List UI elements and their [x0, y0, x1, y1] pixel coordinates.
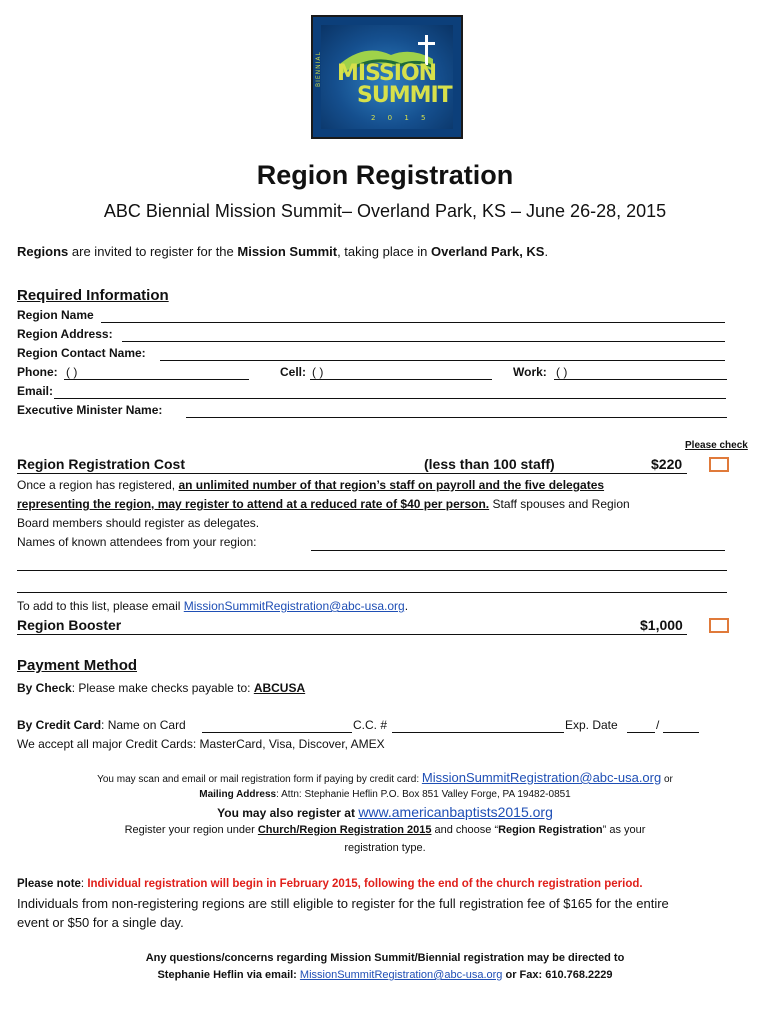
region-contact-label: Region Contact Name: [17, 346, 146, 360]
intro-mission-summit: Mission Summit [237, 244, 338, 259]
cell-label: Cell: [280, 365, 307, 379]
work-field[interactable] [554, 379, 727, 380]
register-under-a: Register your region under [124, 824, 258, 836]
region-contact-field[interactable] [160, 360, 725, 361]
questions-fax: or Fax: 610.768.2229 [502, 969, 613, 981]
attendees-field-1[interactable] [311, 550, 725, 551]
region-address-field[interactable] [122, 341, 725, 342]
scan-text: You may scan and email or mail registration form if paying by credit card: [97, 774, 422, 785]
cost-line2-b: Staff spouses and Region [489, 497, 630, 511]
cell-area-code: ( ) [312, 365, 324, 379]
intro-part6: . [544, 244, 549, 259]
please-note-colon: : [80, 878, 88, 890]
logo-biennial-text: BIENNIAL [315, 51, 322, 87]
by-check-line [17, 681, 305, 695]
questions-line2 [0, 969, 770, 981]
attendees-field-2[interactable] [17, 570, 727, 571]
exp-month-field[interactable] [627, 732, 655, 733]
work-area-code: ( ) [556, 365, 568, 379]
by-check-text: : Please make checks payable to: [71, 681, 254, 695]
required-heading: Required Information [17, 287, 169, 304]
scan-or: or [661, 774, 673, 785]
please-note-red-text: Individual registration will begin in February 2015, following the end of the church registration period. [87, 878, 643, 890]
add-list-label: To add to this list, please email [17, 599, 184, 613]
attendees-field-3[interactable] [17, 592, 727, 593]
add-list-period: . [404, 599, 409, 613]
mission-summit-logo [311, 15, 463, 139]
scan-email-link[interactable]: MissionSummitRegistration@abc-usa.org [421, 770, 662, 785]
booster-heading: Region Booster [17, 617, 122, 633]
email-label: Email: [17, 384, 54, 398]
exp-year-field[interactable] [663, 732, 699, 733]
online-register-link[interactable]: www.americanbaptists2015.org [358, 804, 553, 820]
cost-heading: Region Registration Cost [17, 456, 186, 472]
logo-mission-text: MISSION [337, 61, 437, 86]
note-line1: Individuals from non-registering regions are still eligible to register for the full registration fee of $165 for the entire [17, 896, 669, 911]
page-subtitle: ABC Biennial Mission Summit– Overland Park, KS – June 26-28, 2015 [103, 201, 667, 221]
cell-field[interactable] [310, 379, 492, 380]
mailing-address-label: Mailing Address [199, 789, 277, 800]
online-register-text: You may also register at [217, 806, 359, 820]
intro-part4: , taking place in [337, 244, 432, 259]
register-under-d: Region Registration [498, 824, 603, 836]
booster-underline [17, 634, 687, 635]
cost-line1-b: an unlimited number of that region’s staff on payroll and the five delegates [178, 478, 605, 492]
name-on-card-field[interactable] [202, 732, 352, 733]
payment-heading: Payment Method [17, 657, 138, 674]
credit-card-label: By Credit Card [17, 718, 102, 732]
mailing-address-line [0, 789, 770, 800]
add-list-text [17, 599, 408, 613]
intro-regions: Regions [17, 244, 69, 259]
cost-line1 [17, 478, 604, 492]
add-list-email-link[interactable]: MissionSummitRegistration@abc-usa.org [183, 599, 405, 613]
credit-card-line [17, 718, 186, 732]
booster-price: $1,000 [640, 617, 683, 633]
cc-number-label: C.C. # [353, 718, 388, 732]
cost-qualifier: (less than 100 staff) [424, 456, 555, 472]
exec-minister-field[interactable] [186, 417, 727, 418]
work-label: Work: [513, 365, 547, 379]
register-under-c: and choose “ [431, 824, 499, 836]
email-field[interactable] [54, 398, 726, 399]
intro-location: Overland Park, KS [431, 244, 545, 259]
exp-date-label: Exp. Date [565, 718, 618, 732]
logo-summit-text: SUMMIT [357, 83, 452, 108]
logo-year-text: 2 0 1 5 [371, 114, 431, 122]
cc-number-field[interactable] [392, 732, 564, 733]
cost-line2-a: representing the region, may register to attend at a reduced rate of $40 per person. [17, 497, 490, 511]
questions-line1: Any questions/concerns regarding Mission Summit/Biennial registration may be directed to [145, 952, 625, 964]
online-register-line [0, 804, 770, 822]
cost-line1-a: Once a region has registered, [17, 478, 179, 492]
intro-text [17, 244, 548, 259]
intro-part2: are invited to register for the [68, 244, 238, 259]
register-under-line [0, 824, 770, 836]
register-under-b: Church/Region Registration 2015 [257, 824, 432, 836]
phone-label: Phone: [17, 365, 58, 379]
phone-area-code: ( ) [66, 365, 78, 379]
please-note-line [17, 878, 643, 890]
payee-name: ABCUSA [253, 681, 306, 695]
region-name-label: Region Name [17, 308, 94, 322]
region-address-label: Region Address: [17, 327, 113, 341]
exp-date-slash: / [656, 718, 660, 732]
registration-type-line: registration type. [344, 842, 426, 854]
register-under-e: ” as your [602, 824, 646, 836]
page-title: Region Registration [256, 160, 514, 190]
by-check-label: By Check [17, 681, 72, 695]
cost-price: $220 [651, 456, 683, 472]
mailing-address-text: : Attn: Stephanie Heflin P.O. Box 851 Valley Forge, PA 19482-0851 [276, 789, 571, 800]
phone-field[interactable] [64, 379, 249, 380]
questions-contact: Stephanie Heflin via email: [157, 969, 300, 981]
attendees-label: Names of known attendees from your region: [17, 535, 257, 549]
cost-line3: Board members should register as delegates. [17, 516, 260, 530]
booster-checkbox[interactable] [709, 618, 729, 633]
questions-email-link[interactable]: MissionSummitRegistration@abc-usa.org [299, 969, 503, 981]
note-line2: event or $50 for a single day. [17, 915, 184, 930]
cost-checkbox[interactable] [709, 457, 729, 472]
scan-line [0, 770, 770, 785]
exec-minister-label: Executive Minister Name: [17, 403, 163, 417]
cost-line2 [17, 497, 630, 511]
cost-heading-underline [17, 473, 687, 474]
region-name-field[interactable] [101, 322, 725, 323]
name-on-card-label: : Name on Card [101, 718, 186, 732]
please-note-label: Please note [17, 878, 81, 890]
cards-accepted: We accept all major Credit Cards: MasterCard, Visa, Discover, AMEX [17, 737, 385, 751]
please-check-label: Please check [685, 440, 748, 451]
